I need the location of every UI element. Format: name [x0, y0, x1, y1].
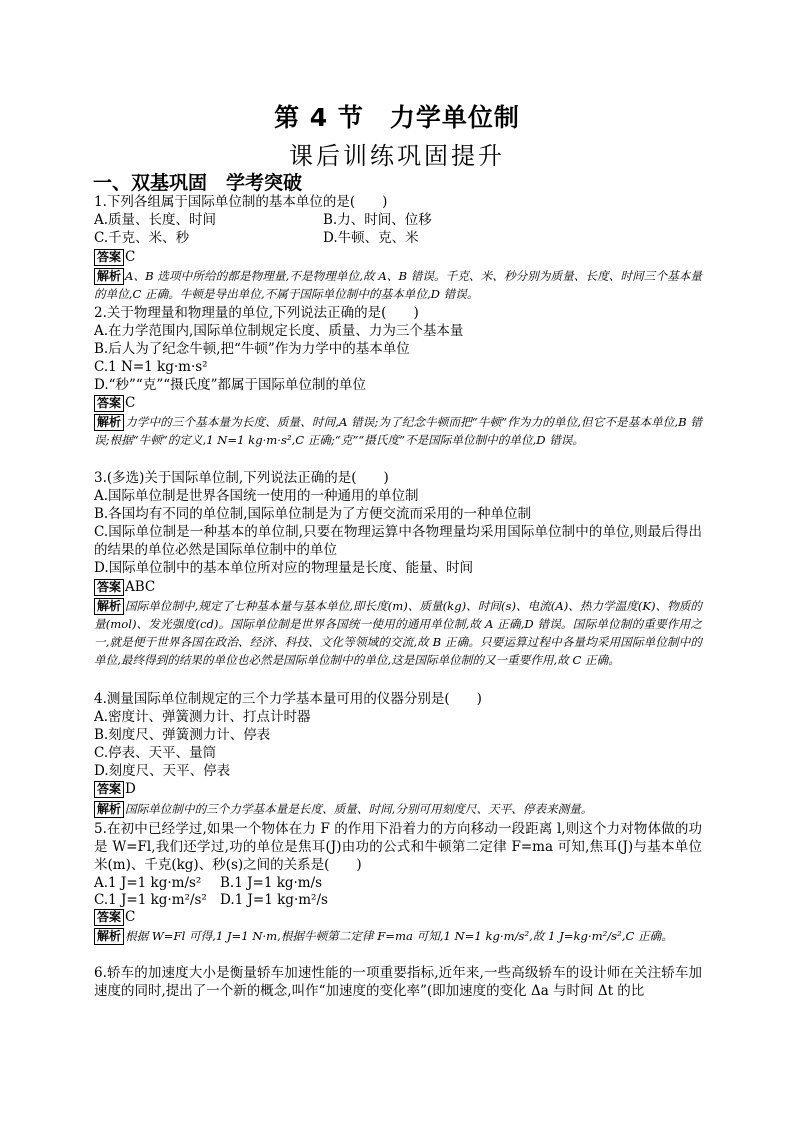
question-4-option-b: B.刻度尺、弹簧测力计、停表: [94, 727, 271, 743]
answer-tag: 答案: [94, 909, 124, 926]
question-5-analysis: [94, 927, 702, 945]
question-3-option-c: C.国际单位制是一种基本的单位制,只要在物理运算中各物理量均采用国际单位制中的单位,则最后得出的结果的单位必然是国际单位制中的单位: [94, 524, 702, 558]
analysis-tag: 解析: [94, 414, 124, 431]
answer-tag: 答案: [94, 781, 124, 798]
analysis-text: A、B 选项中所给的都是物理量,不是物理单位,故 A、B 错误。千克、米、秒分别为质量、长度、时间三个基本量的单位,C 正确。牛顿是导出单位,不属于国际单位制中的基本单位,D 错误。: [94, 269, 702, 301]
question-1-option-d: D.牛顿、克、米: [323, 230, 419, 246]
question-4-analysis: [94, 800, 702, 818]
page-title: 第 4 节 力学单位制: [274, 103, 520, 132]
question-5-option-b: B.1 J=1 kg·m/s: [220, 875, 323, 891]
question-3-stem: 3.(多选)关于国际单位制,下列说法正确的是( ): [94, 470, 389, 486]
analysis-text: 国际单位制中,规定了七种基本量与基本单位,即长度(m)、质量(kg)、时间(s)、电流(A)、热力学温度(K)、物质的量(mol)、发光强度(cd)。国际单位制是世界各国统一使用的通用单位制,故 A 正确,D 错误。国际单位制的重要作用之一,就是便于世界各国在政治、经济、科技、文化等领域的交流,故 B 正确。只要运算过程中各量均采用国际单位制中的单位,最终得到的结果的单位也必然是国际单位制中的单位,这是国际单位制的又一重要作用,故 C 正确。: [94, 599, 702, 667]
answer-value: C: [125, 395, 136, 411]
question-3-answer: [94, 578, 155, 596]
answer-tag: 答案: [94, 579, 124, 596]
question-3-option-b: B.各国均有不同的单位制,国际单位制是为了方便交流而采用的一种单位制: [94, 506, 532, 522]
answer-value: D: [125, 781, 136, 797]
question-1-option-c: C.千克、米、秒: [94, 230, 190, 246]
answer-tag: 答案: [94, 395, 124, 412]
question-1-stem: 1.下列各组属于国际单位制的基本单位的是( ): [94, 194, 388, 210]
answer-value: ABC: [125, 579, 156, 595]
question-1-option-a: A.质量、长度、时间: [94, 212, 217, 228]
section-heading: 一、双基巩固 学考突破: [93, 172, 303, 194]
analysis-tag: 解析: [94, 268, 124, 285]
question-4-stem: 4.测量国际单位制规定的三个力学基本量可用的仪器分别是( ): [94, 691, 482, 707]
question-2-option-d: D.“秒”“克”“摄氏度”都属于国际单位制的单位: [94, 377, 367, 393]
question-4-option-d: D.刻度尺、天平、停表: [94, 763, 231, 779]
question-3-analysis: [94, 597, 702, 669]
question-5-option-c: C.1 J=1 kg·m²/s²: [94, 892, 207, 908]
question-3-option-d: D.国际单位制中的基本单位所对应的物理量是长度、能量、时间: [94, 560, 474, 576]
page-subtitle: 课后训练巩固提升: [289, 142, 505, 170]
question-1-option-b: B.力、时间、位移: [323, 212, 432, 228]
analysis-text: 国际单位制中的三个力学基本量是长度、质量、时间,分别可用刻度尺、天平、停表来测量。: [125, 802, 593, 816]
answer-value: C: [125, 249, 136, 265]
question-3-option-a: A.国际单位制是世界各国统一使用的一种通用的单位制: [94, 488, 419, 504]
question-2-option-c: C.1 N=1 kg·m·s²: [94, 359, 208, 375]
question-4-option-a: A.密度计、弹簧测力计、打点计时器: [94, 709, 311, 725]
question-5-answer: [94, 908, 135, 926]
question-2-analysis: [94, 413, 702, 449]
answer-value: C: [125, 909, 136, 925]
analysis-text: 根据 W=Fl 可得,1 J=1 N·m,根据牛顿第二定律 F=ma 可知,1 N=1 kg·m/s²,故 1 J=kg·m²/s²,C 正确。: [125, 929, 673, 943]
analysis-tag: 解析: [94, 801, 124, 818]
question-2-option-a: A.在力学范围内,国际单位制规定长度、质量、力为三个基本量: [94, 323, 464, 339]
question-4-answer: [94, 780, 136, 798]
question-5-option-a: A.1 J=1 kg·m/s²: [94, 875, 202, 891]
question-2-stem: 2.关于物理量和物理量的单位,下列说法正确的是( ): [94, 305, 419, 321]
question-5-stem: 5.在初中已经学过,如果一个物体在力 F 的作用下沿着力的方向移动一段距离 l,则这个力对物体做的功是 W=Fl,我们还学过,功的单位是焦耳(J)由功的公式和牛顿第二定律 F=ma 可知,焦耳(J)与基本单位米(m)、千克(kg)、秒(s)之间的关系是( ): [94, 821, 702, 873]
analysis-text: 力学中的三个基本量为长度、质量、时间,A 错误;为了纪念牛顿而把“牛顿”作为力的单位,但它不是基本单位,B 错误;根据“牛顿”的定义,1 N=1 kg·m·s²,C 正确;“克”“摄氏度”不是国际单位制中的单位,D 错误。: [94, 415, 702, 447]
analysis-tag: 解析: [94, 598, 124, 615]
question-2-answer: [94, 394, 135, 412]
question-2-option-b: B.后人为了纪念牛顿,把“牛顿”作为力学中的基本单位: [94, 341, 410, 357]
question-5-option-d: D.1 J=1 kg·m²/s: [220, 892, 328, 908]
analysis-tag: 解析: [94, 928, 124, 945]
question-6-stem: 6.轿车的加速度大小是衡量轿车加速性能的一项重要指标,近年来,一些高级轿车的设计师在关注轿车加速度的同时,提出了一个新的概念,叫作“加速度的变化率”(即加速度的变化 Δa 与时间 Δt 的比: [94, 965, 702, 999]
question-4-option-c: C.停表、天平、量筒: [94, 745, 217, 761]
answer-tag: 答案: [94, 249, 124, 266]
question-1-analysis: [94, 267, 702, 303]
question-1-answer: [94, 248, 135, 266]
